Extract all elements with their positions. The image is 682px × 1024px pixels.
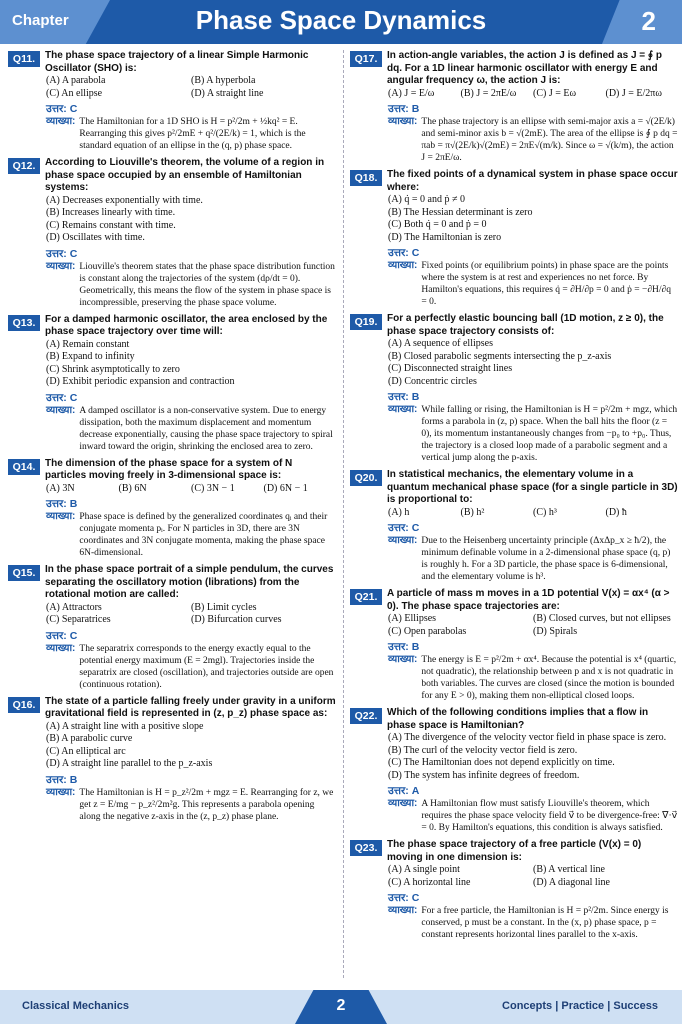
option-item: (B) Limit cycles [191, 601, 257, 613]
question-text: Which of the following conditions implies that a flow in phase space is Hamiltonian? [387, 707, 649, 731]
explanation [388, 260, 678, 308]
explanation-label: व्याख्या: [388, 260, 418, 271]
option-item: (C) 3N − 1 [191, 482, 235, 494]
options-list [46, 602, 336, 627]
explanation-text: The separatrix corresponds to the energy exactly equal to the potential energy maximum (E = 2mgl). Trajectories inside the separatrix are closed (oscillation), and trajectories outside are open (continuous rotation). [79, 643, 334, 690]
answer-line [388, 891, 678, 905]
option-item: (B) 6N [118, 482, 147, 494]
explanation [46, 261, 336, 309]
answer-value: B [69, 498, 78, 510]
question-text: The fixed points of a dynamical system in phase space occur where: [387, 169, 678, 193]
options-list [46, 721, 336, 771]
chapter-label: Chapter [12, 12, 69, 29]
answer-label: उत्तर: [388, 892, 409, 904]
answer-value: C [69, 629, 78, 642]
answer-label: उत्तर: [46, 773, 67, 786]
question-text: A particle of mass m moves in a 1D potential V(x) = αx⁴ (α > 0). The phase space trajectories are: [387, 588, 670, 612]
option-item: (B) A parabolic curve [46, 733, 133, 744]
question-number: Q21. [350, 589, 382, 605]
explanation [388, 798, 678, 834]
answer-line [46, 497, 336, 511]
explanation [388, 535, 678, 583]
explanation-label: व्याख्या: [46, 642, 76, 654]
page-footer [0, 990, 682, 1024]
question-text: In the phase space portrait of a simple pendulum, the curves separating the oscillatory motion (librations) from the rotational motion are called: [45, 564, 334, 600]
question-header [8, 314, 336, 339]
answer-value: C [411, 247, 420, 259]
explanation [388, 905, 678, 941]
option-item: (A) Ellipses [388, 613, 437, 624]
question-text: The phase space trajectory of a linear Simple Harmonic Oscillator (SHO) is: [45, 50, 309, 74]
option-item: (D) A straight line [191, 87, 264, 99]
options-list [46, 75, 336, 100]
question-number: Q12. [8, 158, 40, 174]
question-number: Q16. [8, 697, 40, 713]
answer-line [388, 521, 678, 535]
answer-label: उत्तर: [388, 785, 409, 797]
explanation-text: Fixed points (or equilibrium points) in phase space are the points where the system is at rest and experiences no net force. By Hamilton's equations, this requires q̇ = ∂H/∂p = 0 and ṗ = −∂H/∂q = 0. [421, 261, 671, 307]
answer-value: B [411, 641, 420, 653]
option-item: (B) A hyperbola [191, 75, 256, 86]
explanation [388, 116, 678, 164]
option-item: (B) The curl of the velocity vector field is zero. [388, 744, 578, 756]
answer-label: उत्तर: [46, 391, 67, 404]
explanation-text: A damped oscillator is a non-conservative system. Due to energy dissipation, both the maximum displacement and momentum decrease exponentially, causing the phase space trajectory to spiral inward toward the origin, shrinking the enclosed area to zero. [79, 405, 333, 452]
option-item: (D) A straight line parallel to the p_z-axis [46, 758, 213, 769]
answer-line [388, 102, 678, 116]
option-item: (A) Attractors [46, 601, 102, 613]
explanation [46, 405, 336, 453]
explanation-label: व्याख्या: [46, 404, 76, 416]
explanation-label: व्याख्या: [388, 798, 418, 809]
answer-label: उत्तर: [46, 103, 67, 115]
question-number: Q22. [350, 708, 382, 724]
option-item: (D) ħ [605, 506, 627, 518]
option-item: (B) Closed curves, but not ellipses [533, 613, 671, 624]
explanation-label: व्याख्या: [46, 260, 76, 272]
answer-label: उत्तर: [388, 391, 409, 403]
answer-label: उत्तर: [46, 498, 67, 510]
options-list [46, 339, 336, 389]
question-block [8, 696, 336, 823]
option-item: (A) Remain constant [46, 338, 130, 350]
answer-label: उत्तर: [46, 247, 67, 260]
option-item: (A) 3N [46, 482, 75, 494]
question-header [350, 469, 678, 507]
question-block [8, 157, 336, 309]
option-item: (C) Open parabolas [388, 625, 467, 637]
answer-label: उत्तर: [388, 641, 409, 653]
question-block [350, 313, 678, 464]
option-item: (A) A parabola [46, 75, 106, 86]
question-text: For a damped harmonic oscillator, the area enclosed by the phase space trajectory over time will: [45, 313, 328, 337]
explanation-text: The phase trajectory is an ellipse with semi-major axis a = √(2E/k) and semi-minor axis b = √(2mE). The area of the ellipse is ∮ p dq = πab = π√(2E/k)√(2mE) = 2πE√(m/k). Since ω = √(k/m), the action J = 2πE/ω. [421, 117, 678, 163]
option-item: (D) The Hamiltonian is zero [388, 231, 502, 243]
option-item: (C) Both q̇ = 0 and ṗ = 0 [388, 219, 487, 230]
answer-line [388, 640, 678, 654]
footer-subject: Classical Mechanics [22, 1000, 130, 1012]
option-item: (A) J = E/ω [388, 87, 435, 99]
option-item: (D) Bifurcation curves [191, 614, 282, 625]
options-list [388, 613, 678, 638]
page-header [0, 0, 682, 44]
question-header [350, 169, 678, 194]
explanation-label: व्याख्या: [46, 116, 76, 127]
option-item: (B) h² [460, 506, 485, 518]
option-item: (D) Oscillates with time. [46, 232, 145, 243]
question-header [350, 839, 678, 864]
question-header [8, 157, 336, 195]
explanation-label: व्याख्या: [46, 511, 76, 522]
option-item: (B) Expand to infinity [46, 351, 135, 362]
answer-value: B [411, 391, 420, 403]
explanation-label: व्याख्या: [388, 116, 418, 127]
option-item: (D) 6N − 1 [263, 482, 308, 494]
explanation-text: The energy is E = p²/2m + αx⁴. Because the potential is x⁴ (quartic, not quadratic), the relationship between p and x is not quadratic in both variables. The curves are closed (since the motion is bounded for any E > 0), making them non-elliptical closed loops. [421, 655, 677, 701]
option-item: (A) A single point [388, 864, 460, 875]
question-block [8, 314, 336, 453]
question-block [350, 469, 678, 583]
option-item: (D) Concentric circles [388, 375, 477, 387]
option-item: (B) The Hessian determinant is zero [388, 206, 533, 218]
question-number: Q15. [8, 565, 40, 581]
explanation-text: Liouville's theorem states that the phase space distribution function is constant along the trajectories of the system (dρ/dt = 0). Geometrically, this means the flow of the system in phase space is incompressible, preserving the phase space volume. [79, 261, 335, 308]
option-item: (C) An ellipse [46, 87, 103, 99]
option-item: (B) A vertical line [533, 864, 605, 875]
answer-line [46, 391, 336, 405]
question-block [350, 839, 678, 941]
answer-value: C [411, 892, 420, 904]
answer-label: उत्तर: [46, 629, 67, 642]
chapter-number: 2 [641, 6, 656, 36]
explanation-label: व्याख्या: [388, 905, 418, 916]
explanation-label: व्याख्या: [388, 404, 418, 415]
column-divider [343, 50, 344, 978]
option-item: (D) The system has infinite degrees of freedom. [388, 769, 580, 781]
answer-value: C [69, 391, 78, 404]
explanation-label: व्याख्या: [388, 535, 418, 546]
option-item: (C) Shrink asymptotically to zero [46, 363, 180, 375]
option-item: (A) The divergence of the velocity vector field in phase space is zero. [388, 732, 667, 743]
option-item: (C) Disconnected straight lines [388, 363, 513, 374]
explanation-label: व्याख्या: [388, 654, 418, 665]
question-number: Q23. [350, 840, 382, 856]
option-item: (B) Closed parabolic segments intersecting the p_z-axis [388, 350, 612, 362]
explanation-text: For a free particle, the Hamiltonian is H = p²/2m. Since energy is conserved, p must be a constant. In the (x, p) phase space, p = constant represents horizontal lines parallel to the x-axis. [421, 906, 669, 940]
question-number: Q13. [8, 315, 40, 331]
options-list [388, 194, 678, 244]
question-number: Q18. [350, 170, 382, 186]
question-block [350, 50, 678, 164]
explanation [46, 116, 336, 152]
options-list [388, 88, 678, 101]
option-item: (A) A straight line with a positive slope [46, 720, 204, 732]
question-header [8, 50, 336, 75]
explanation [46, 787, 336, 823]
option-item: (B) Increases linearly with time. [46, 207, 176, 218]
question-text: The phase space trajectory of a free particle (V(x) = 0) moving in one dimension is: [387, 839, 642, 863]
footer-tagline: Concepts | Practice | Success [502, 1000, 658, 1012]
question-block [350, 169, 678, 308]
explanation [46, 643, 336, 691]
option-item: (A) A sequence of ellipses [388, 338, 493, 349]
question-header [8, 458, 336, 483]
question-block [8, 50, 336, 152]
option-item: (C) The Hamiltonian does not depend explicitly on time. [388, 757, 615, 768]
question-number: Q20. [350, 470, 382, 486]
answer-value: B [411, 103, 420, 115]
options-list [46, 195, 336, 245]
question-block [8, 458, 336, 560]
question-text: According to Liouville's theorem, the volume of a region in phase space occupied by an ensemble of Hamiltonian systems: [45, 157, 325, 193]
footer-page-number: 2 [336, 997, 346, 1014]
answer-value: C [411, 522, 420, 534]
question-block [8, 564, 336, 691]
question-block [350, 707, 678, 834]
question-text: In statistical mechanics, the elementary volume in a quantum mechanical phase space (for a single particle in 3D) is proportional to: [387, 469, 678, 505]
option-item: (D) Exhibit periodic expansion and contraction [46, 376, 235, 387]
option-item: (D) Spirals [533, 625, 578, 637]
answer-value: C [69, 247, 78, 260]
question-header [350, 313, 678, 338]
option-item: (C) Separatrices [46, 614, 111, 625]
question-block [350, 588, 678, 702]
explanation-label: व्याख्या: [46, 786, 76, 798]
option-item: (A) Decreases exponentially with time. [46, 194, 203, 206]
option-item: (D) A diagonal line [533, 876, 610, 888]
answer-line [46, 629, 336, 643]
answer-line [46, 102, 336, 116]
question-text: The dimension of the phase space for a system of N particles moving freely in 3-dimensional space is: [45, 457, 293, 481]
question-text: The state of a particle falling freely under gravity in a uniform gravitational field is represented in (z, p_z) phase space as: [45, 695, 336, 719]
option-item: (C) A horizontal line [388, 876, 471, 888]
answer-value: B [69, 773, 78, 786]
answer-value: C [69, 103, 78, 115]
option-item: (C) Remains constant with time. [46, 219, 176, 231]
explanation-text: Due to the Heisenberg uncertainty principle (ΔxΔp_x ≥ ħ/2), the minimum definable volume in a 2-dimensional phase space (q, p) is roughly h. For a 3D particle, the phase space is 6-dimensional, and the elementary volume is h³. [421, 536, 671, 582]
answer-label: उत्तर: [388, 522, 409, 534]
option-item: (C) h³ [533, 506, 557, 518]
option-item: (D) J = E/2πω [605, 87, 662, 99]
question-header [8, 564, 336, 602]
question-text: In action-angle variables, the action J is defined as J = ∮ p dq. For a 1D linear harmonic oscillator with energy E and angular frequency ω, the action J is: [387, 50, 663, 86]
explanation-text: Phase space is defined by the generalized coordinates qᵢ and their conjugate momenta pᵢ. For N particles in 3D, there are 3N coordinates and 3N conjugate momenta, making the phase space 6N-dimensional. [79, 512, 328, 558]
question-header [350, 588, 678, 613]
answer-line [388, 390, 678, 404]
explanation-text: The Hamiltonian for a 1D SHO is H = p²/2m + ½kq² = E. Rearranging this gives p²/2mE + q²/(2E/k) = 1, which is the standard equation of an ellipse in the (q, p) phase space. [79, 117, 306, 151]
options-list [388, 864, 678, 889]
explanation-text: A Hamiltonian flow must satisfy Liouville's theorem, which requires the phase space velocity field v⃗ to be divergence-free: ∇·v⃗ = 0. By Hamilton's equations, this condition is always satisfied. [421, 799, 678, 833]
answer-line [46, 247, 336, 261]
options-list [388, 732, 678, 782]
answer-line [46, 773, 336, 787]
question-header [8, 696, 336, 721]
question-number: Q11. [8, 51, 40, 67]
option-item: (B) J = 2πE/ω [460, 87, 517, 99]
question-number: Q14. [8, 459, 40, 475]
options-list [46, 483, 336, 496]
question-number: Q17. [350, 51, 382, 67]
explanation-text: The Hamiltonian is H = p_z²/2m + mgz = E. Rearranging for z, we get z = E/mg − p_z²/2m²g. This represents a parabola opening along the negative z-axis in the (z, p_z) phase plane. [79, 787, 334, 822]
explanation [388, 404, 678, 464]
option-item: (C) J = Eω [533, 87, 577, 99]
right-column [350, 50, 678, 946]
question-header [350, 707, 678, 732]
option-item: (A) h [388, 506, 410, 518]
question-number: Q19. [350, 314, 382, 330]
explanation-text: While falling or rising, the Hamiltonian is H = p²/2m + mgz, which forms a parabola in (z, p) space. When the ball hits the floor (z = 0), its momentum instantaneously changes from −p₀ to +p₀. Thus, the trajectory is a closed loop made of a parabolic segment and a vertical jump along the p-axis. [421, 405, 678, 463]
answer-label: उत्तर: [388, 103, 409, 115]
answer-line [388, 784, 678, 798]
page-title: Phase Space Dynamics [195, 5, 487, 35]
options-list [388, 507, 678, 520]
option-item: (A) q̇ = 0 and ṗ ≠ 0 [388, 194, 465, 205]
answer-line [388, 246, 678, 260]
question-text: For a perfectly elastic bouncing ball (1D motion, z ≥ 0), the phase space trajectory consists of: [387, 313, 664, 337]
answer-value: A [411, 785, 420, 797]
options-list [388, 338, 678, 388]
left-column [8, 50, 336, 828]
answer-label: उत्तर: [388, 247, 409, 259]
question-header [350, 50, 678, 88]
option-item: (C) An elliptical arc [46, 745, 126, 757]
explanation [46, 511, 336, 559]
explanation [388, 654, 678, 702]
